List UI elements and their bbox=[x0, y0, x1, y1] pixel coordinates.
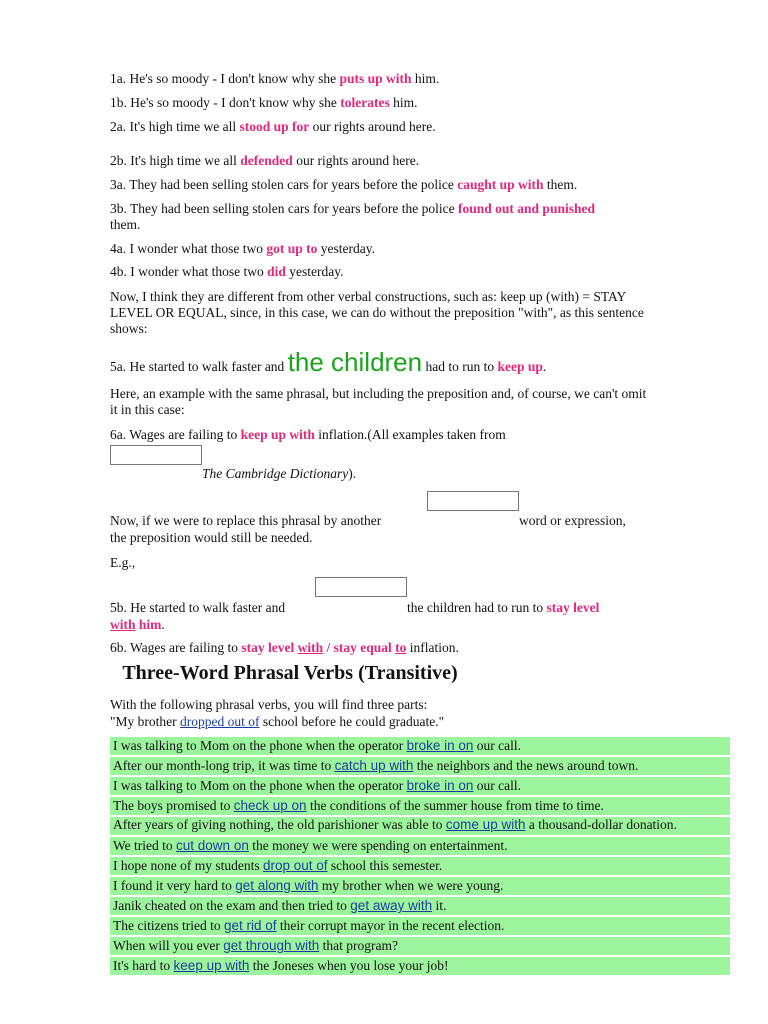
text: him. bbox=[411, 71, 440, 86]
highlight: did bbox=[267, 264, 286, 279]
text: 5a. He started to walk faster and bbox=[110, 359, 288, 374]
text: them. bbox=[543, 177, 578, 192]
table-row bbox=[110, 897, 730, 917]
phrasal-verb-link[interactable]: get through with bbox=[223, 938, 320, 953]
highlight: keep up with bbox=[240, 427, 315, 442]
highlight: keep up bbox=[497, 359, 543, 374]
table-row bbox=[110, 877, 730, 897]
text: the preposition would still be needed. bbox=[110, 530, 313, 545]
text: When will you ever bbox=[113, 938, 224, 953]
text: We tried to bbox=[113, 838, 177, 853]
text: a thousand-dollar donation. bbox=[525, 817, 677, 832]
phrasal-verb-link[interactable]: get along with bbox=[235, 878, 319, 893]
table-row bbox=[110, 817, 730, 837]
text: 1a. He's so moody - I don't know why she bbox=[110, 71, 340, 86]
text: 6b. Wages are failing to bbox=[110, 640, 242, 655]
text: our rights around here. bbox=[309, 119, 436, 134]
example-4a bbox=[110, 241, 670, 257]
text: After years of giving nothing, the old parishioner was able to bbox=[113, 817, 446, 832]
example-5b-line2 bbox=[110, 617, 670, 633]
explanation-paragraph bbox=[110, 289, 655, 337]
empty-text-box bbox=[315, 577, 407, 597]
example-3a bbox=[110, 177, 670, 193]
table-row bbox=[110, 957, 730, 977]
phrasal-verb-link[interactable]: come up with bbox=[445, 817, 526, 832]
highlight: stood up for bbox=[239, 119, 310, 134]
text: yesterday. bbox=[285, 264, 344, 279]
text: Janik cheated on the exam and then tried to bbox=[113, 898, 351, 913]
phrasal-verb-link[interactable]: broke in on bbox=[406, 738, 474, 753]
text: the Joneses when you lose your job! bbox=[249, 958, 449, 973]
text: the children had to run to bbox=[407, 600, 547, 615]
example-1b bbox=[110, 95, 670, 111]
text: The boys promised to bbox=[113, 798, 234, 813]
highlight: got up to bbox=[266, 241, 318, 256]
separator: / bbox=[323, 640, 334, 655]
text: Now, I think they are different from other verbal constructions, such as: keep up (with) = STAY LEVEL OR EQUAL, since, in this case, we can do without the preposition "with", as this sentence shows: bbox=[110, 289, 644, 336]
highlight: tolerates bbox=[340, 95, 390, 110]
phrasal-verb-link[interactable]: dropped out of bbox=[180, 714, 260, 729]
phrasal-verb-link[interactable]: get rid of bbox=[223, 918, 277, 933]
citation-source: The Cambridge Dictionary bbox=[202, 466, 349, 481]
text: ). bbox=[348, 466, 357, 481]
example-3b bbox=[110, 201, 620, 233]
intro-line-1 bbox=[110, 697, 670, 713]
highlight: stay level bbox=[546, 600, 600, 615]
text: 4a. I wonder what those two bbox=[110, 241, 267, 256]
text: The citizens tried to bbox=[113, 918, 224, 933]
text: the money we were spending on entertainment. bbox=[248, 838, 508, 853]
highlight-underlined: with bbox=[110, 617, 136, 632]
phrasal-verb-link[interactable]: check up on bbox=[233, 798, 307, 813]
text: him. bbox=[389, 95, 418, 110]
table-row bbox=[110, 757, 730, 777]
text: I found it very hard to bbox=[113, 878, 236, 893]
highlight: found out and punished bbox=[458, 201, 595, 216]
text: 3b. They had been selling stolen cars for years before the police bbox=[110, 201, 459, 216]
text: With the following phrasal verbs, you will find three parts: bbox=[110, 697, 428, 712]
text: yesterday. bbox=[317, 241, 375, 256]
text: 6a. Wages are failing to bbox=[110, 427, 241, 442]
intro-line-2 bbox=[110, 714, 670, 730]
text: it. bbox=[432, 898, 447, 913]
example-6a bbox=[110, 427, 670, 443]
example-4b bbox=[110, 264, 670, 280]
text: had to run to bbox=[422, 359, 498, 374]
section-heading: Three-Word Phrasal Verbs (Transitive) bbox=[122, 662, 458, 684]
table-row bbox=[110, 917, 730, 937]
text: school before he could graduate." bbox=[259, 714, 445, 729]
highlight: stay level bbox=[241, 640, 298, 655]
text: school this semester. bbox=[327, 858, 443, 873]
highlight-underlined: with bbox=[297, 640, 324, 655]
text: I was talking to Mom on the phone when the operator bbox=[113, 738, 407, 753]
text: 3a. They had been selling stolen cars for years before the police bbox=[110, 177, 458, 192]
text: inflation.(All examples taken from bbox=[314, 427, 506, 442]
text: our call. bbox=[473, 778, 521, 793]
phrasal-verb-link[interactable]: keep up with bbox=[173, 958, 250, 973]
text: "My brother bbox=[110, 714, 180, 729]
example-5a bbox=[110, 347, 670, 382]
large-green-text: the children bbox=[287, 347, 423, 377]
eg-label bbox=[110, 555, 670, 571]
table-row bbox=[110, 837, 730, 857]
text: I hope none of my students bbox=[113, 858, 263, 873]
text: that program? bbox=[319, 938, 399, 953]
highlight: stay equal bbox=[333, 640, 396, 655]
phrasal-verb-link[interactable]: broke in on bbox=[406, 778, 474, 793]
empty-text-box bbox=[110, 445, 202, 465]
empty-text-box bbox=[427, 491, 519, 511]
text: I was talking to Mom on the phone when the operator bbox=[113, 778, 407, 793]
text: the neighbors and the news around town. bbox=[413, 758, 639, 773]
example-2b bbox=[110, 153, 670, 169]
text: the conditions of the summer house from time to time. bbox=[306, 798, 604, 813]
example-intro-paragraph bbox=[110, 386, 650, 418]
highlight: defended bbox=[240, 153, 293, 168]
text: 2b. It's high time we all bbox=[110, 153, 241, 168]
phrasal-verb-link[interactable]: drop out of bbox=[262, 858, 328, 873]
text: 5b. He started to walk faster and bbox=[110, 600, 286, 615]
citation bbox=[202, 466, 762, 482]
text: inflation. bbox=[406, 640, 459, 655]
table-row bbox=[110, 937, 730, 957]
text: our call. bbox=[473, 738, 521, 753]
table-row bbox=[110, 857, 730, 877]
text: It's hard to bbox=[113, 958, 174, 973]
text: Here, an example with the same phrasal, but including the preposition and, of course, we can't omit it in this case: bbox=[110, 386, 647, 417]
text: them. bbox=[110, 217, 141, 232]
example-2a bbox=[110, 119, 670, 135]
highlight: puts up with bbox=[339, 71, 412, 86]
highlight: caught up with bbox=[457, 177, 544, 192]
phrasal-verbs-table bbox=[110, 737, 730, 977]
text: word or expression, bbox=[519, 513, 626, 528]
example-1a bbox=[110, 71, 670, 87]
highlight-underlined: to bbox=[395, 640, 407, 655]
phrasal-verb-link[interactable]: cut down on bbox=[176, 838, 249, 853]
text: their corrupt mayor in the recent election. bbox=[276, 918, 505, 933]
text: my brother when we were young. bbox=[318, 878, 504, 893]
phrasal-verb-link[interactable]: catch up with bbox=[334, 758, 414, 773]
highlight: him bbox=[135, 617, 162, 632]
example-5b-line1b bbox=[407, 600, 737, 616]
table-row bbox=[110, 797, 730, 817]
replacement-paragraph-line1b bbox=[519, 513, 719, 529]
text: . bbox=[542, 359, 547, 374]
table-row bbox=[110, 777, 730, 797]
text: Now, if we were to replace this phrasal by another bbox=[110, 513, 382, 528]
text: 2a. It's high time we all bbox=[110, 119, 240, 134]
table-row bbox=[110, 737, 730, 757]
text: 4b. I wonder what those two bbox=[110, 264, 268, 279]
replacement-paragraph-line2 bbox=[110, 530, 670, 546]
text: our rights around here. bbox=[292, 153, 420, 168]
text: After our month-long trip, it was time to bbox=[113, 758, 335, 773]
example-6b bbox=[110, 640, 670, 656]
phrasal-verb-link[interactable]: get away with bbox=[350, 898, 433, 913]
text: 1b. He's so moody - I don't know why she bbox=[110, 95, 341, 110]
text: E.g., bbox=[110, 555, 136, 570]
text: . bbox=[161, 617, 165, 632]
